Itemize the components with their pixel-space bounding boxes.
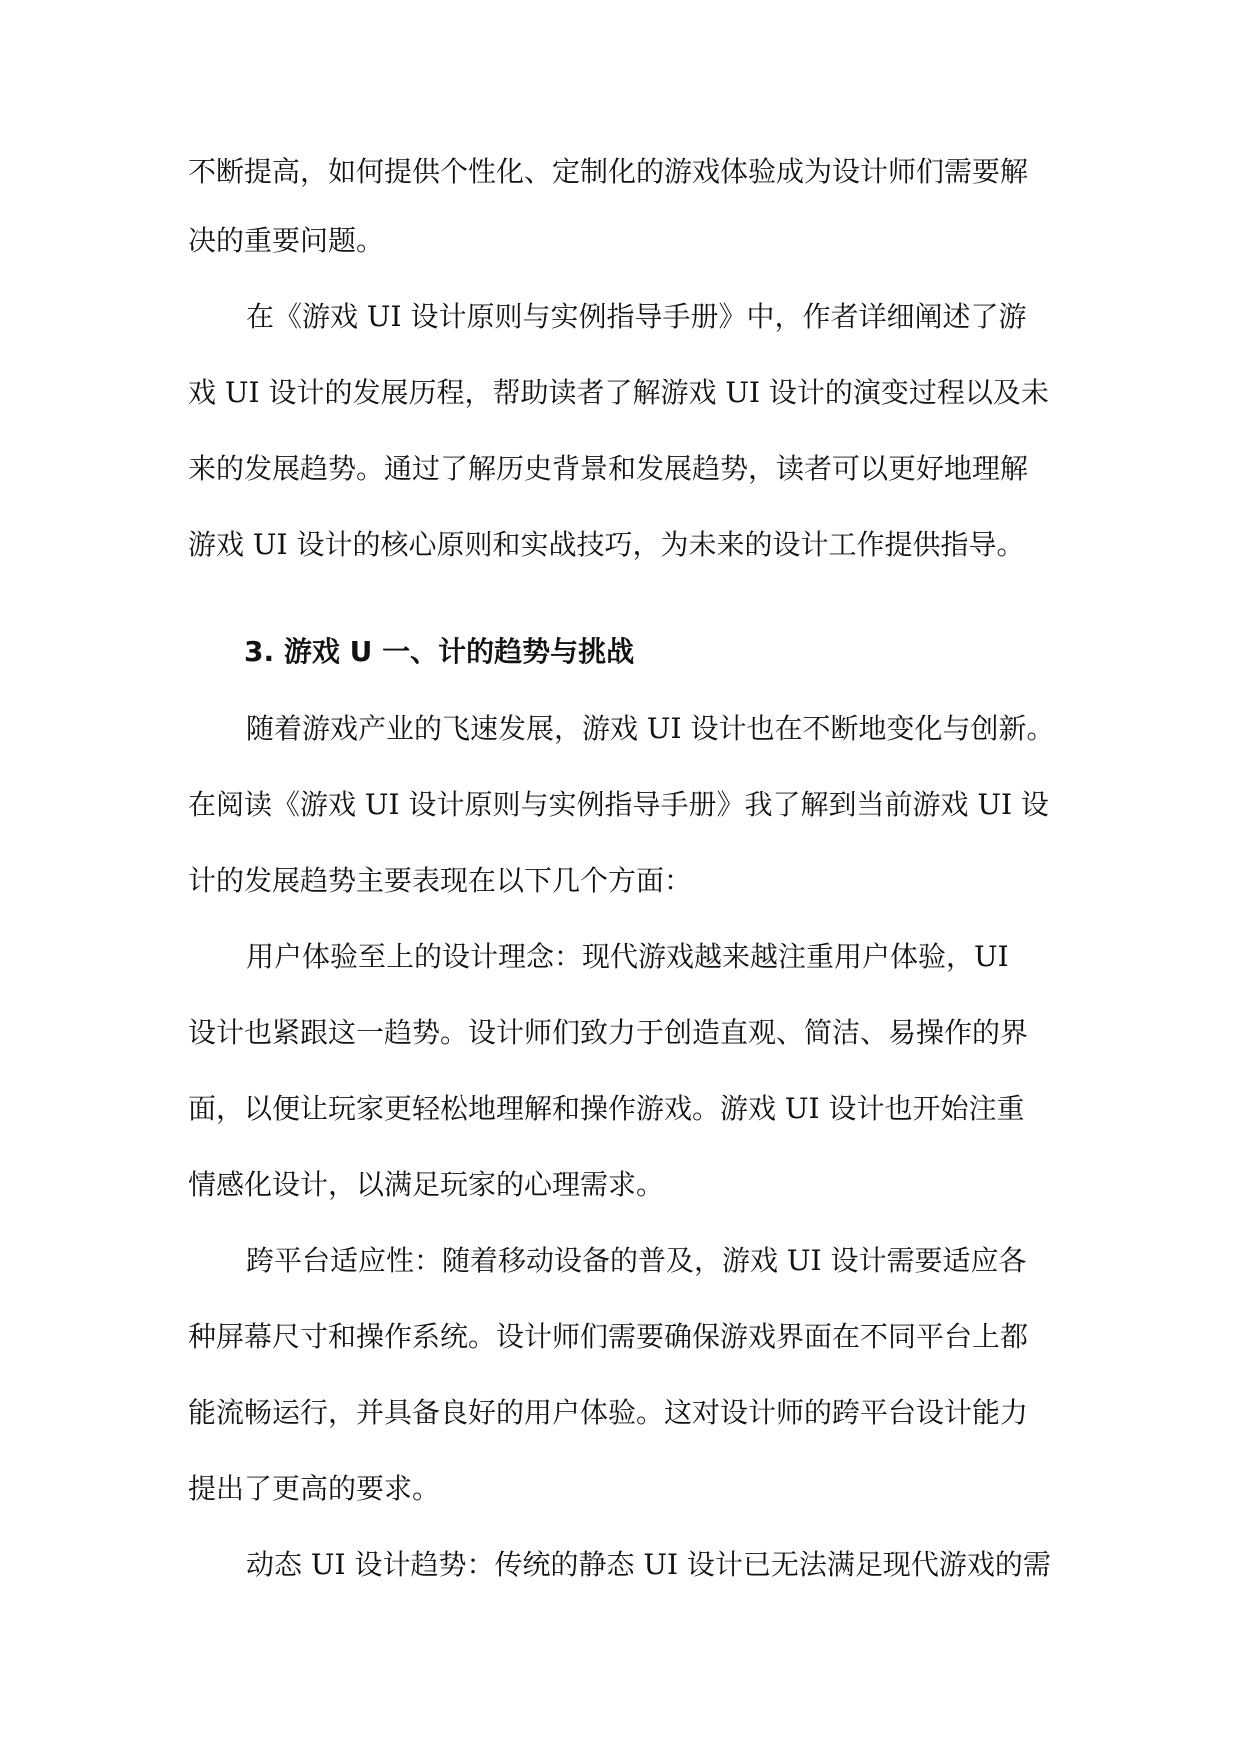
section-heading: 3. 游戏 U 一、计的趋势与挑战 xyxy=(244,635,635,668)
text-line: 提出了更高的要求。 xyxy=(188,1472,441,1505)
paragraph-first-line: 动态 UI 设计趋势：传统的静态 UI 设计已无法满足现代游戏的需 xyxy=(246,1548,1051,1581)
text-line: 能流畅运行，并具备良好的用户体验。这对设计师的跨平台设计能力 xyxy=(188,1396,1029,1429)
text-line: 情感化设计，以满足玩家的心理需求。 xyxy=(188,1168,665,1201)
paragraph-first-line: 跨平台适应性：随着移动设备的普及，游戏 UI 设计需要适应各 xyxy=(246,1244,1027,1277)
text-line: 游戏 UI 设计的核心原则和实战技巧，为未来的设计工作提供指导。 xyxy=(188,528,1025,561)
text-line: 来的发展趋势。通过了解历史背景和发展趋势，读者可以更好地理解 xyxy=(188,452,1029,485)
text-line: 在阅读《游戏 UI 设计原则与实例指导手册》我了解到当前游戏 UI 设 xyxy=(188,788,1049,821)
paragraph-first-line: 用户体验至上的设计理念：现代游戏越来越注重用户体验，UI xyxy=(246,940,1009,973)
text-line: 决的重要问题。 xyxy=(188,224,385,257)
text-line: 不断提高，如何提供个性化、定制化的游戏体验成为设计师们需要解 xyxy=(188,155,1029,188)
paragraph-first-line: 在《游戏 UI 设计原则与实例指导手册》中，作者详细阐述了游 xyxy=(246,300,1027,333)
text-line: 种屏幕尺寸和操作系统。设计师们需要确保游戏界面在不同平台上都 xyxy=(188,1320,1029,1353)
text-line: 面，以便让玩家更轻松地理解和操作游戏。游戏 UI 设计也开始注重 xyxy=(188,1092,1025,1125)
text-line: 计的发展趋势主要表现在以下几个方面： xyxy=(188,864,693,897)
text-line: 戏 UI 设计的发展历程，帮助读者了解游戏 UI 设计的演变过程以及未 xyxy=(188,376,1049,409)
text-line: 设计也紧跟这一趋势。设计师们致力于创造直观、简洁、易操作的界 xyxy=(188,1016,1029,1049)
paragraph-first-line: 随着游戏产业的飞速发展，游戏 UI 设计也在不断地变化与创新。 xyxy=(246,712,1055,745)
